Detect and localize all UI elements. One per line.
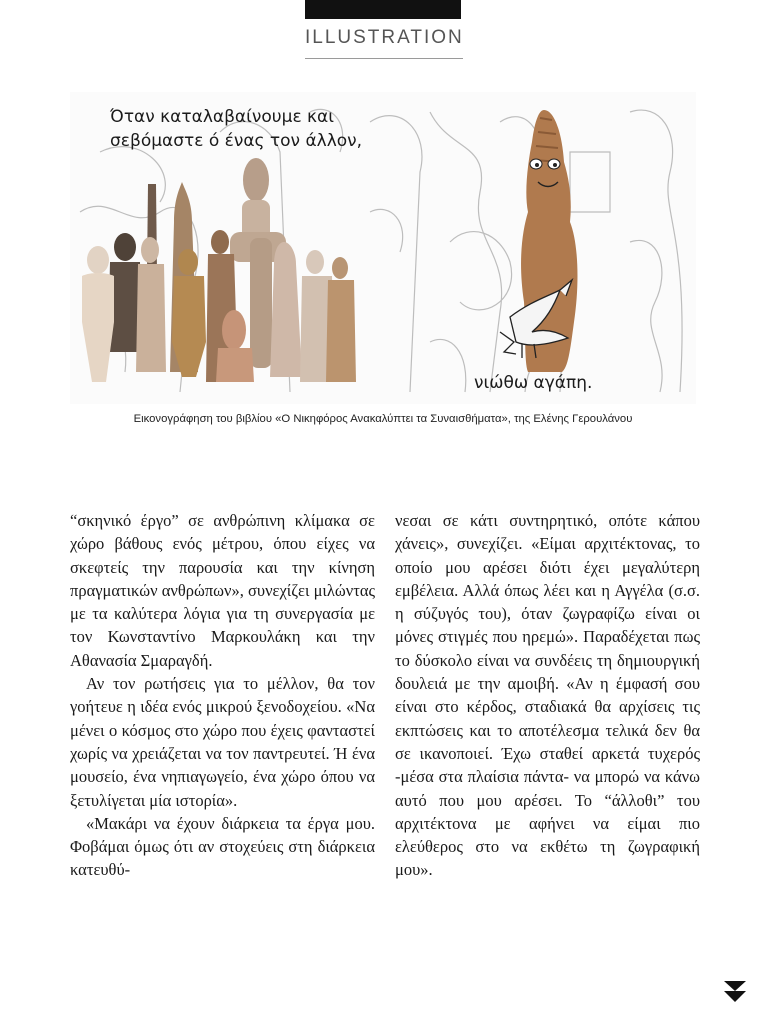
paragraph: “σκηνικό έργο” σε ανθρώπινη κλίμακα σε χώρο βάθους ενός μέτρου, όπου είχες να σκεφτείς την παρουσία και την κίνηση πραγματικών ανθρώπων», συνεχίζει μιλώντας με τα καλύτερα λόγια για τη συνεργασία με τον Κωνσταντίνο Μαρκουλάκη και την Αθανασία Σμαραγδή.	[70, 511, 375, 670]
paragraph: «Μακάρι να έχουν διάρκεια τα έργα μου. Φοβάμαι όμως ότι αν στοχεύεις στη διάρκεια κατευθύ-	[70, 813, 375, 880]
quote-line-2: σεβόμαστε ό ένας τον άλλον,	[110, 131, 363, 151]
illustration-drawing	[70, 92, 696, 404]
section-label: ILLUSTRATION	[305, 27, 464, 48]
header-bar	[305, 0, 461, 19]
continue-arrow-glyph	[723, 980, 747, 1004]
illustration-caption: Εικονογράφηση του βιβλίου «Ο Νικηφόρος Ανακαλύπτει τα Συναισθήματα», της Ελένης Γερουλάνου	[133, 413, 633, 425]
paragraph: Αν τον ρωτήσεις για το μέλλον, θα τον γοήτευε η ιδέα ενός μικρού ξενοδοχείου. «Να μένει ο κόσμος στο χώρο που έχεις φανταστεί χωρίς να χρειάζεται να τον παντρευτεί. Ή ένα μουσείο, ένα νηπιαγωγείο, ένα χώρο όπου να ξετυλίγεται μία ιστορία».	[70, 674, 375, 810]
book-illustration	[70, 92, 696, 404]
paragraph: νεσαι σε κάτι συντηρητικό, οπότε κάπου χάνεις», συνεχίζει. «Είμαι αρχιτέκτονας, το οποίο μου αρέσει διότι έχει μεγαλύτερη εμβέλεια. Αλλά όπως λέει και η Αγγέλα (σ.σ. η σύζυγός του), όταν ζωγραφίζω είναι οι μόνες στιγμές που ηρεμώ». Παραδέχεται πως το δύσκολο είναι να συνδέεις τη δημιουργική δουλειά με την αμοιβή. «Αν η έμφασή σου είναι στο κέρδος, σταδιακά θα αρχίσεις τις εκπτώσεις και το αποτέλεσμα τελικά δεν θα σε ικανοποιεί. Έχω σταθεί αρκετά τυχερός -μέσα στα πλαίσια πάντα- να μπορώ να κάνω αυτό που μου αρέσει. Το “άλλοθι” του αρχιτέκτονα με αφήνει να είμαι πιο ελεύθερος στο να εκθέτω τη ζωγραφική μου».	[395, 511, 700, 880]
double-down-triangle-icon[interactable]	[723, 980, 747, 1009]
article-column-2	[395, 509, 700, 979]
article-column-1	[70, 509, 375, 979]
quote-end: νιώθω αγάπη.	[474, 373, 593, 393]
cycladic-figurine-group	[82, 158, 356, 382]
background-sketch	[80, 109, 682, 392]
terracotta-figurine	[500, 110, 577, 372]
quote-line-1: Όταν καταλαβαίνουμε και	[110, 107, 335, 127]
section-rule	[305, 58, 463, 59]
article-columns	[70, 509, 700, 979]
